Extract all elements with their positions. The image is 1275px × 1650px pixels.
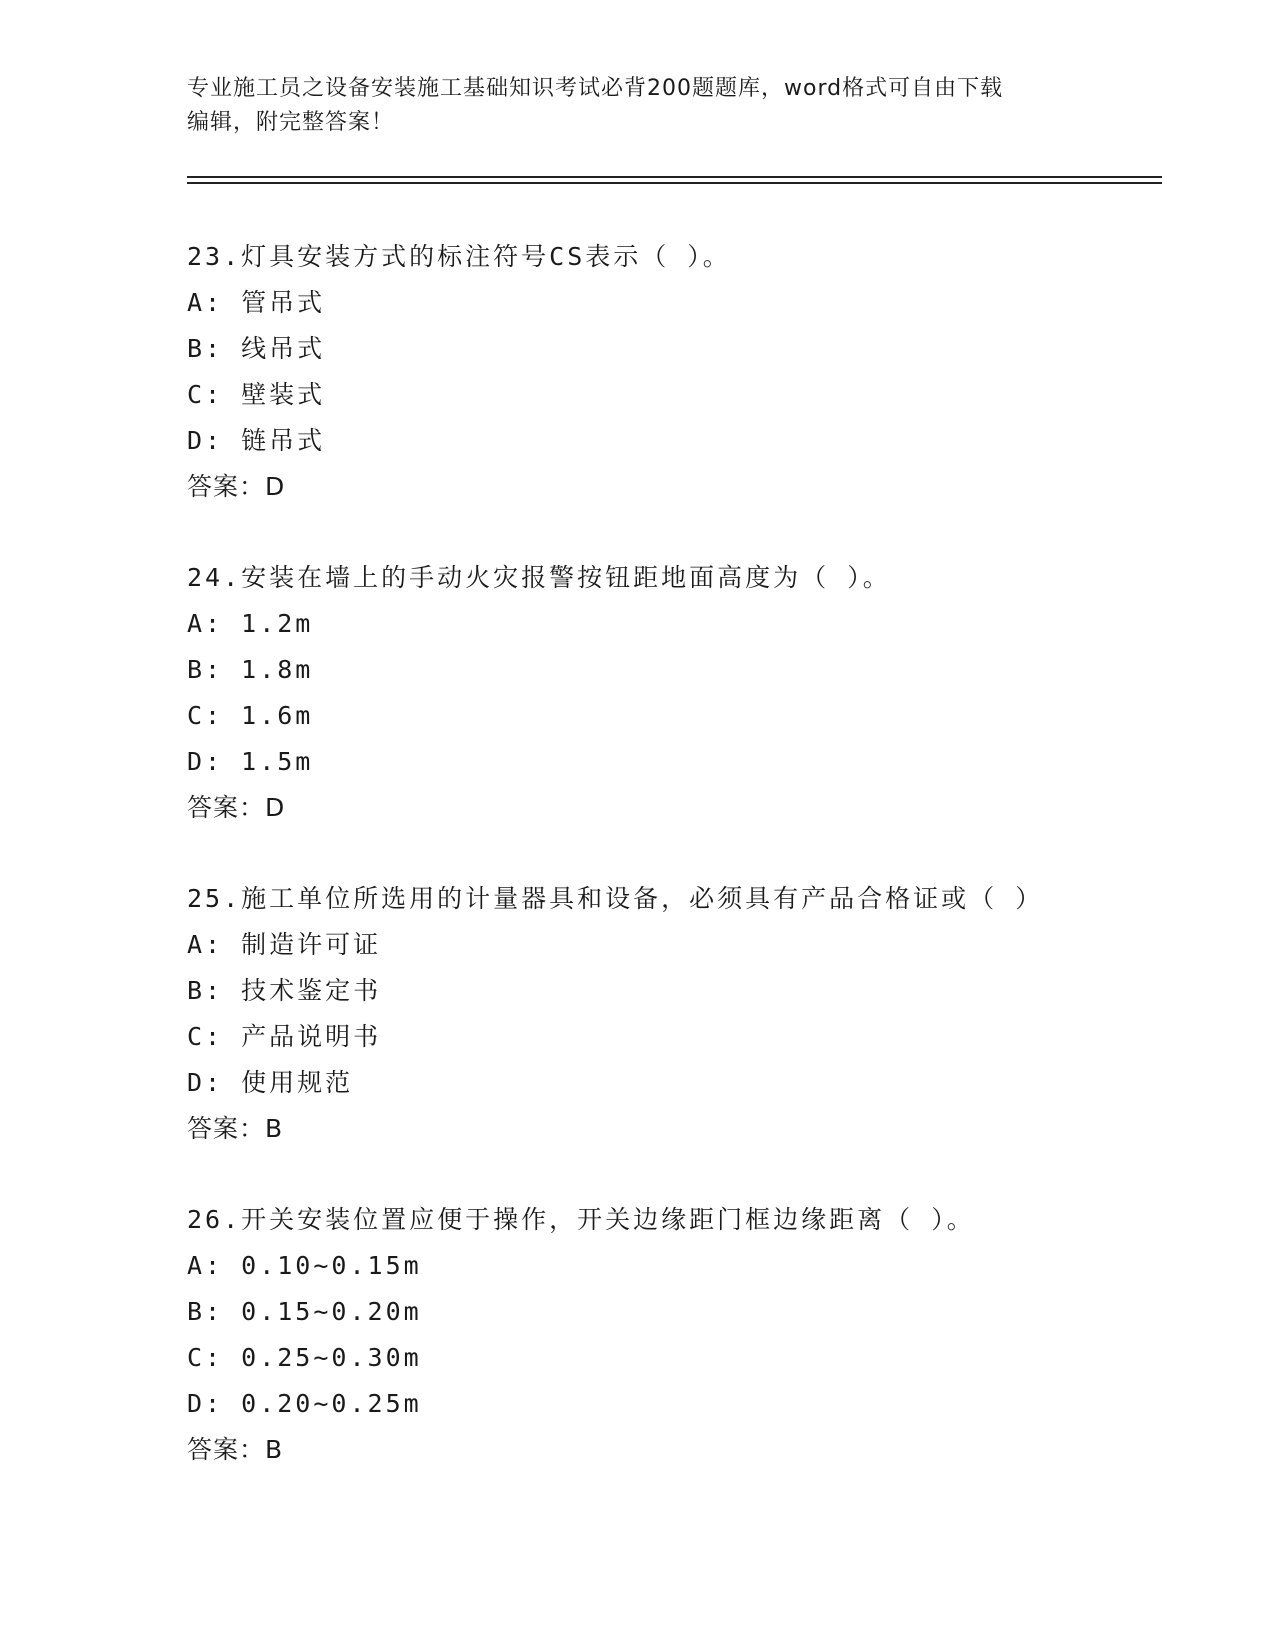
option-c: C: 1.6m bbox=[187, 701, 314, 730]
option-b: B: 技术鉴定书 bbox=[187, 976, 382, 1005]
header-divider-bottom bbox=[187, 182, 1162, 184]
option-a: A: 1.2m bbox=[187, 609, 314, 638]
option-c: C: 产品说明书 bbox=[187, 1022, 382, 1051]
option-a: A: 管吊式 bbox=[187, 288, 326, 317]
question-23 bbox=[187, 234, 1187, 510]
question-stem: 26.开关安装位置应便于操作，开关边缘距门框边缘距离（ ）。 bbox=[187, 1205, 975, 1234]
option-a: A: 0.10~0.15m bbox=[187, 1251, 422, 1280]
answer-line: 答案：B bbox=[187, 1114, 284, 1143]
option-d: D: 0.20~0.25m bbox=[187, 1389, 422, 1418]
option-b: B: 1.8m bbox=[187, 655, 314, 684]
question-stem: 23.灯具安装方式的标注符号CS表示（ ）。 bbox=[187, 242, 731, 271]
question-stem: 25.施工单位所选用的计量器具和设备，必须具有产品合格证或（ ） bbox=[187, 884, 1044, 913]
option-b: B: 0.15~0.20m bbox=[187, 1297, 422, 1326]
option-c: C: 0.25~0.30m bbox=[187, 1343, 422, 1372]
option-d: D: 1.5m bbox=[187, 747, 314, 776]
header-divider-top bbox=[187, 176, 1162, 178]
answer-line: 答案：D bbox=[187, 472, 286, 501]
option-a: A: 制造许可证 bbox=[187, 930, 382, 959]
question-25 bbox=[187, 876, 1187, 1152]
question-24 bbox=[187, 555, 1187, 831]
question-stem: 24.安装在墙上的手动火灾报警按钮距地面高度为（ ）。 bbox=[187, 563, 891, 592]
answer-line: 答案：B bbox=[187, 1435, 284, 1464]
header-title-line-2: 编辑，附完整答案！ bbox=[187, 110, 395, 135]
option-c: C: 壁装式 bbox=[187, 380, 326, 409]
option-d: D: 链吊式 bbox=[187, 426, 326, 455]
question-26 bbox=[187, 1197, 1187, 1473]
header-title-line-1: 专业施工员之设备安装施工基础知识考试必背200题题库，word格式可自由下载 bbox=[187, 76, 1004, 101]
option-b: B: 线吊式 bbox=[187, 334, 326, 363]
answer-line: 答案：D bbox=[187, 793, 286, 822]
option-d: D: 使用规范 bbox=[187, 1068, 354, 1097]
document-header bbox=[187, 72, 1087, 140]
